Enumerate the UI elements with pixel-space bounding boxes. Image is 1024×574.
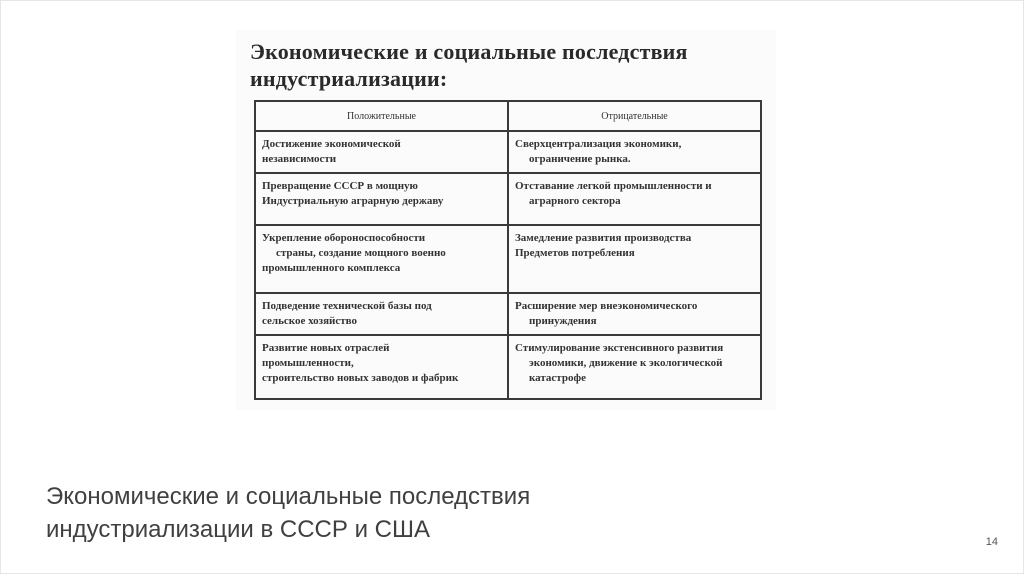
cell-line: аграрного сектора xyxy=(529,195,621,207)
cell-line: промышленности, xyxy=(262,357,354,369)
table-row xyxy=(255,131,761,173)
cell-line: Подведение технической базы под xyxy=(262,300,432,312)
cell-line: независимости xyxy=(262,153,337,165)
cell-line: Достижение экономической xyxy=(262,138,401,150)
slide-caption xyxy=(46,480,530,546)
caption-line-2: индустриализации в СССР и США xyxy=(46,516,430,543)
cell-line: Сверхцентрализация экономики, xyxy=(515,138,682,150)
cell-line: Индустриальную аграрную державу xyxy=(262,195,444,207)
positive-cell xyxy=(255,293,508,335)
table-row xyxy=(255,173,761,225)
cell-line: Превращение СССР в мощную xyxy=(262,180,418,192)
cell-line: Укрепление обороноспособности xyxy=(262,232,426,244)
cell-line: экономики, движение к экологической xyxy=(529,357,723,369)
positive-cell xyxy=(255,131,508,173)
cell-line: принуждения xyxy=(529,315,597,327)
scan-title-line-1: Экономические и социальные последствия xyxy=(250,39,688,64)
cell-line: Отставание легкой промышленности и xyxy=(515,180,712,192)
cell-line: страны, создание мощного военно xyxy=(276,247,446,259)
negative-cell xyxy=(508,131,761,173)
header-positive: Положительные xyxy=(255,101,508,131)
header-negative: Отрицательные xyxy=(508,101,761,131)
cell-line: промышленного комплекса xyxy=(262,262,401,274)
positive-cell xyxy=(255,335,508,399)
scan-title-line-2: индустриализации: xyxy=(250,66,448,91)
cell-line: Замедление развития производства xyxy=(515,232,692,244)
table-row xyxy=(255,335,761,399)
cell-line: Стимулирование экстенсивного развития xyxy=(515,342,724,354)
cell-line: катастрофе xyxy=(529,372,586,384)
cell-line: Предметов потребления xyxy=(515,247,635,259)
scan-title xyxy=(250,38,770,92)
positive-cell xyxy=(255,225,508,293)
table-row xyxy=(255,293,761,335)
negative-cell xyxy=(508,173,761,225)
negative-cell xyxy=(508,293,761,335)
negative-cell xyxy=(508,225,761,293)
positive-cell xyxy=(255,173,508,225)
negative-cell xyxy=(508,335,761,399)
cell-line: сельское хозяйство xyxy=(262,315,358,327)
table-row xyxy=(255,225,761,293)
cell-line: Расширение мер внеэкономического xyxy=(515,300,698,312)
cell-line: строительство новых заводов и фабрик xyxy=(262,372,459,384)
consequences-table xyxy=(254,100,762,400)
cell-line: Развитие новых отраслей xyxy=(262,342,390,354)
caption-line-1: Экономические и социальные последствия xyxy=(46,483,531,510)
table-header-row xyxy=(255,101,761,131)
page-number: 14 xyxy=(985,536,998,548)
cell-line: ограничение рынка. xyxy=(529,153,631,165)
